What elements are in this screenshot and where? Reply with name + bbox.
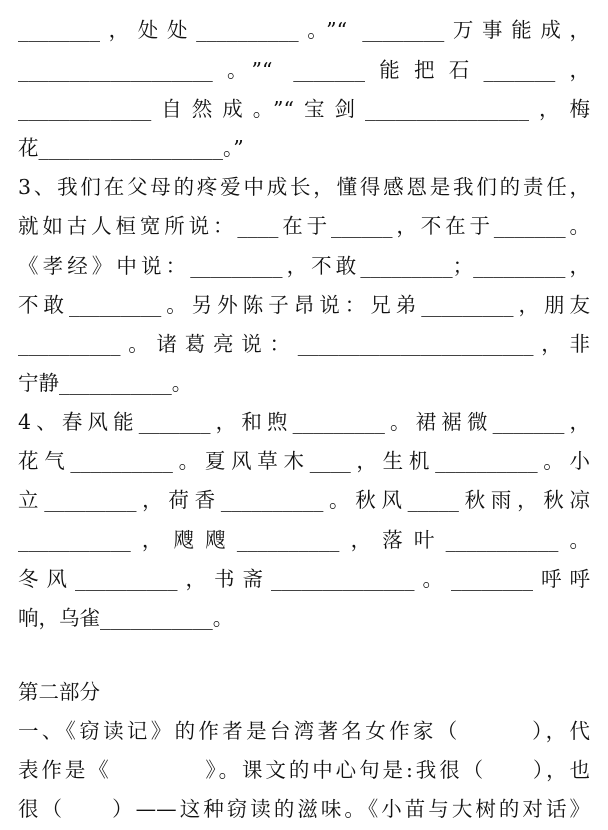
text-line-5: 3、我们在父母的疼爱中成长，懂得感恩是我们的责任， bbox=[18, 175, 590, 199]
blank-line bbox=[18, 644, 590, 670]
section-heading: 第二部分 bbox=[18, 680, 100, 704]
text-line-2: ___________________。”“ _______能把石_______， bbox=[18, 58, 590, 82]
text-line-11: 4、春风能_______，和煦_________。裙裾微_______， bbox=[18, 410, 590, 434]
text-line-15: 冬风__________，书斋______________。________呼呼 bbox=[18, 567, 590, 591]
text-line-14: ___________，飕飕__________，落叶___________。 bbox=[18, 528, 590, 552]
text-line-8: 不敢_________。另外陈子昂说：兄弟_________，朋友 bbox=[18, 293, 590, 317]
text-line-6: 就如古人桓宽所说：____在于______，不在于_______。 bbox=[18, 214, 590, 238]
text-line-16: 响，乌雀___________。 bbox=[18, 606, 234, 630]
text-line-7: 《孝经》中说：_________，不敢_________；_________， bbox=[18, 254, 590, 278]
text-line-12: 花气__________。夏风草木____，生机__________。小 bbox=[18, 449, 590, 473]
text-line-3: _____________自然成。”“宝剑________________，梅 bbox=[18, 97, 590, 121]
text-line-19: 表作是《 》。课文的中心句是:我很（ ），也 bbox=[18, 758, 590, 782]
text-line-4: 花__________________。” bbox=[18, 136, 244, 160]
text-line-18: 一、《窃读记》的作者是台湾著名女作家（ ），代 bbox=[18, 719, 590, 743]
text-line-13: 立_________，荷香__________。秋风_____秋雨，秋凉 bbox=[18, 488, 590, 512]
text-line-10: 宁静___________。 bbox=[18, 371, 193, 395]
text-line-1: ________，处处__________。”“ ________万事能成， bbox=[18, 18, 590, 42]
text-line-20: 很（ ）——这种窃读的滋味。《小苗与大树的对话》 bbox=[18, 797, 590, 821]
text-line-9: __________。诸葛亮说：_______________________，非 bbox=[18, 332, 590, 356]
